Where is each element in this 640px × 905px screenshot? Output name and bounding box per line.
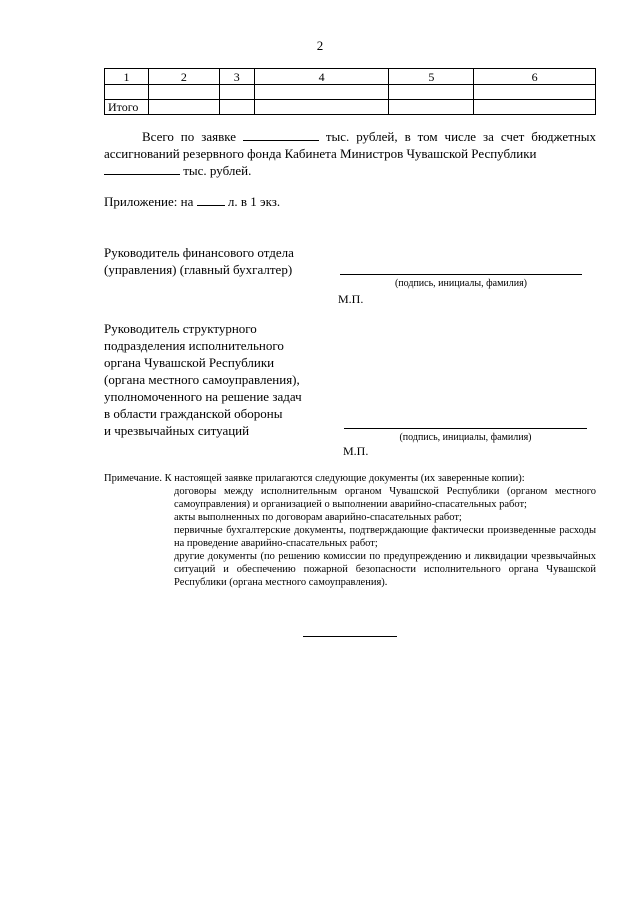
table-header-cell: 5 [389,69,474,85]
signature-line-finance[interactable] [340,274,582,275]
table-cell [219,100,254,115]
signer-title-line: и чрезвычайных ситуаций [104,423,250,438]
signer-title-line: органа Чувашской Республики [104,355,275,370]
table-header-cell: 2 [148,69,219,85]
note-item: другие документы (по решению комиссии по предупреждению и ликвидации чрезвычайных ситуаций и обеспечению пожарной безопасности исполнительного органа Чувашской Республики (органа местного самоуправления). [174,551,596,588]
totals-text-2: тыс. рублей, в том числе за счет бюджетных ассигнований резервного фонда Кабинета Министров Чувашской Республики [104,129,597,161]
signature-caption-structural: (подпись, инициалы, фамилия) [399,432,532,443]
signer-title-line: уполномоченного на решение задач [104,389,302,404]
signature-caption-finance: (подпись, инициалы, фамилия) [394,278,528,289]
signer-title-line: в области гражданской обороны [104,406,283,421]
table-total-row [105,100,596,115]
signature-block-finance [104,244,294,278]
table-cell [148,85,219,100]
reserve-amount-blank[interactable] [104,163,180,175]
totals-paragraph [104,128,596,179]
note-item: первичные бухгалтерские документы, подтверждающие фактически произведенные расходы на проведение аварийно-спасательных работ; [174,525,596,549]
appendix-line [104,194,280,210]
stamp-label-structural: М.П. [343,444,369,458]
total-row-label: Итого [105,100,149,115]
appendix-pages-blank[interactable] [197,194,225,206]
signature-line-structural[interactable] [344,428,587,429]
table-cell [105,85,149,100]
signer-title-line: (управления) (главный бухгалтер) [104,262,293,277]
table-row [105,85,596,100]
signature-block-structural [104,320,302,439]
table-header-row [105,69,596,85]
table-cell [474,100,596,115]
signer-title-line: Руководитель финансового отдела [104,245,294,260]
table-cell [148,100,219,115]
signer-title-line: Руководитель структурного [104,321,257,336]
signer-title-line: (органа местного самоуправления), [104,372,300,387]
table-header-cell: 1 [105,69,149,85]
table-cell [389,85,474,100]
stamp-label-finance: М.П. [338,292,364,306]
totals-text-3: тыс. рублей. [183,163,252,178]
totals-amount-blank[interactable] [243,129,319,141]
table-cell [254,100,389,115]
end-rule [303,636,397,637]
table-header-cell: 6 [474,69,596,85]
data-table [104,68,596,115]
note-item: акты выполненных по договорам аварийно-спасательных работ; [174,512,462,523]
note-section [104,472,596,589]
note-item: договоры между исполнительным органом Чувашской Республики (органом местного самоуправления) и организацией о выполнении аварийно-спасательных работ; [174,486,596,510]
appendix-text-1: Приложение: на [104,194,194,209]
table-cell [254,85,389,100]
table-header-cell: 4 [254,69,389,85]
table-cell [219,85,254,100]
signer-title-line: подразделения исполнительного [104,338,284,353]
page-number: 2 [316,38,324,53]
table-header-cell: 3 [219,69,254,85]
table-cell [389,100,474,115]
appendix-text-2: л. в 1 экз. [227,194,281,209]
totals-text-1: Всего по заявке [142,129,236,144]
note-intro: Примечание. К настоящей заявке прилагаются следующие документы (их заверенные копии): [104,473,525,484]
table-cell [474,85,596,100]
